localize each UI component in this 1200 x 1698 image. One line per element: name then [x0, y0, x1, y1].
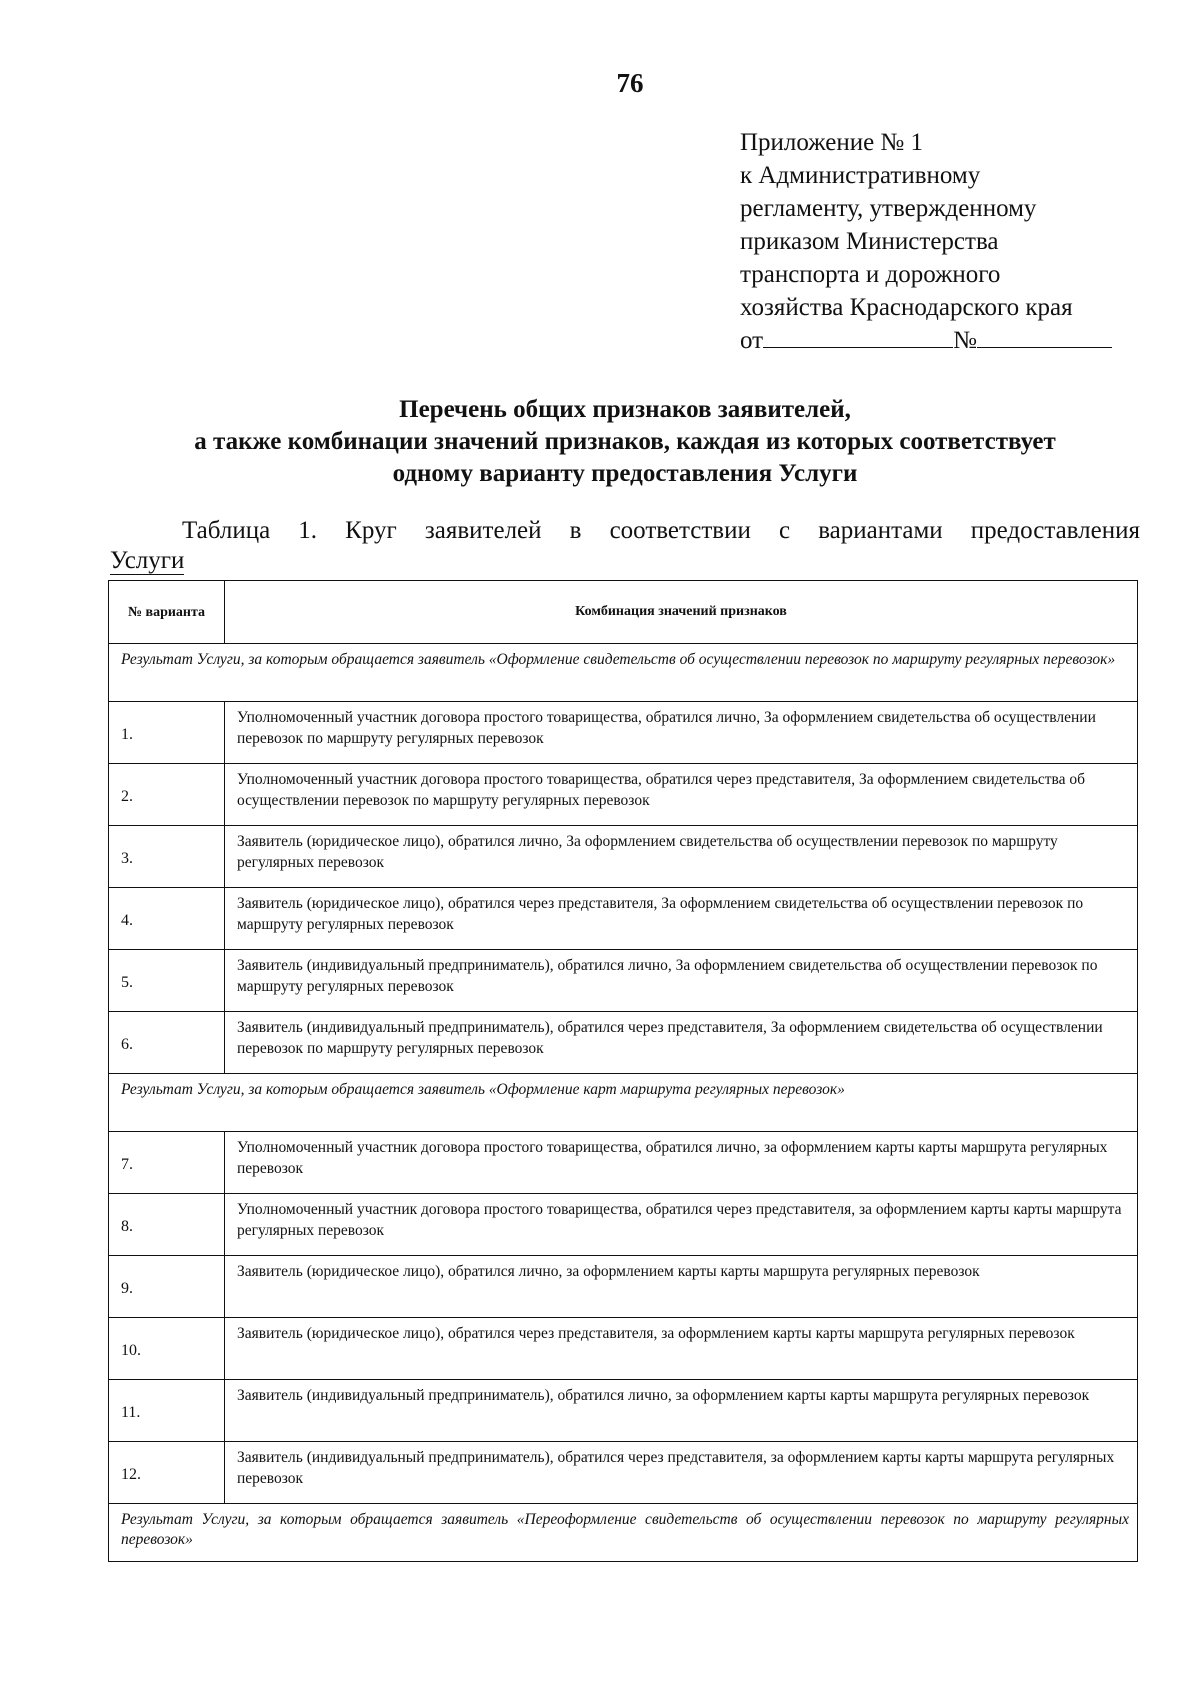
appendix-line: транспорта и дорожного: [740, 261, 1001, 288]
section-heading: Результат Услуги, за которым обращается заявитель «Оформление свидетельств об осуществлении перевозок по маршруту регулярных перевозок»: [109, 644, 1138, 702]
variant-number: 10.: [109, 1318, 225, 1380]
date-prefix: от: [740, 327, 764, 354]
variant-combination: Заявитель (индивидуальный предприниматель), обратился через представителя, за оформлением карты карты маршрута регулярных перевозок: [225, 1442, 1138, 1504]
variant-combination: Уполномоченный участник договора простого товарищества, обратился через представителя, За оформлением свидетельства об осуществлении перевозок по маршруту регулярных перевозок: [225, 764, 1138, 826]
variant-number: 5.: [109, 950, 225, 1012]
variant-combination: Заявитель (индивидуальный предприниматель), обратился лично, За оформлением свидетельства об осуществлении перевозок по маршруту регулярных перевозок: [225, 950, 1138, 1012]
variant-number: 7.: [109, 1132, 225, 1194]
table-row: [109, 1442, 1138, 1504]
variant-number: 8.: [109, 1194, 225, 1256]
caption-line: Услуги: [110, 547, 185, 574]
applicants-table: [108, 580, 1138, 1562]
table-row: [109, 764, 1138, 826]
variant-combination: Уполномоченный участник договора простого товарищества, обратился лично, за оформлением карты карты маршрута регулярных перевозок: [225, 1132, 1138, 1194]
number-prefix: №: [953, 327, 977, 354]
table-header-row: [109, 581, 1138, 644]
table-section-row: [109, 1074, 1138, 1132]
table-caption: [110, 516, 1140, 576]
header-combination: Комбинация значений признаков: [225, 581, 1138, 644]
table-row: [109, 1194, 1138, 1256]
appendix-block: [740, 126, 1180, 357]
variant-combination: Уполномоченный участник договора простого товарищества, обратился лично, За оформлением свидетельства об осуществлении перевозок по маршруту регулярных перевозок: [225, 702, 1138, 764]
variant-combination: Заявитель (юридическое лицо), обратился лично, За оформлением свидетельства об осуществлении перевозок по маршруту регулярных перевозок: [225, 826, 1138, 888]
variant-number: 9.: [109, 1256, 225, 1318]
appendix-line: регламенту, утвержденному: [740, 195, 1037, 222]
variant-number: 12.: [109, 1442, 225, 1504]
title-line: Перечень общих признаков заявителей,: [399, 396, 851, 423]
number-blank: [977, 325, 1112, 348]
appendix-line: Приложение № 1: [740, 129, 924, 156]
variant-number: 3.: [109, 826, 225, 888]
table-row: [109, 702, 1138, 764]
table-row: [109, 1132, 1138, 1194]
table-row: [109, 1256, 1138, 1318]
variant-number: 1.: [109, 702, 225, 764]
variant-number: 4.: [109, 888, 225, 950]
variant-combination: Заявитель (индивидуальный предприниматель), обратился лично, за оформлением карты карты маршрута регулярных перевозок: [225, 1380, 1138, 1442]
variant-combination: Уполномоченный участник договора простого товарищества, обратился через представителя, за оформлением карты карты маршрута регулярных перевозок: [225, 1194, 1138, 1256]
variant-number: 11.: [109, 1380, 225, 1442]
variant-number: 6.: [109, 1012, 225, 1074]
table-section-row: [109, 644, 1138, 702]
table-row: [109, 826, 1138, 888]
title-line: одному варианту предоставления Услуги: [392, 460, 858, 487]
section-heading: Результат Услуги, за которым обращается заявитель «Переоформление свидетельств об осуществлении перевозок по маршруту регулярных перевозок»: [109, 1504, 1138, 1562]
section-heading: Результат Услуги, за которым обращается заявитель «Оформление карт маршрута регулярных перевозок»: [109, 1074, 1138, 1132]
variant-number: 2.: [109, 764, 225, 826]
page-number: 76: [616, 68, 644, 98]
appendix-line: хозяйства Краснодарского края: [740, 294, 1073, 321]
appendix-line: приказом Министерства: [740, 228, 999, 255]
title-line: а также комбинации значений признаков, каждая из которых соответствует: [194, 428, 1056, 455]
caption-line: Таблица 1. Круг заявителей в соответствии с вариантами предоставления: [182, 517, 1140, 544]
variant-combination: Заявитель (индивидуальный предприниматель), обратился через представителя, За оформлением свидетельства об осуществлении перевозок по маршруту регулярных перевозок: [225, 1012, 1138, 1074]
table-row: [109, 1380, 1138, 1442]
date-blank: [763, 325, 953, 348]
appendix-line: к Административному: [740, 162, 981, 189]
variant-combination: Заявитель (юридическое лицо), обратился через представителя, за оформлением карты карты маршрута регулярных перевозок: [225, 1318, 1138, 1380]
document-title: [110, 394, 1140, 490]
table-row: [109, 1318, 1138, 1380]
header-variant-number: № варианта: [109, 581, 225, 644]
table-body: [109, 644, 1138, 1562]
table-row: [109, 888, 1138, 950]
variant-combination: Заявитель (юридическое лицо), обратился лично, за оформлением карты карты маршрута регулярных перевозок: [225, 1256, 1138, 1318]
table-section-row: [109, 1504, 1138, 1562]
table-row: [109, 950, 1138, 1012]
appendix-date-line: [740, 324, 1180, 357]
table-row: [109, 1012, 1138, 1074]
variant-combination: Заявитель (юридическое лицо), обратился через представителя, За оформлением свидетельства об осуществлении перевозок по маршруту регулярных перевозок: [225, 888, 1138, 950]
